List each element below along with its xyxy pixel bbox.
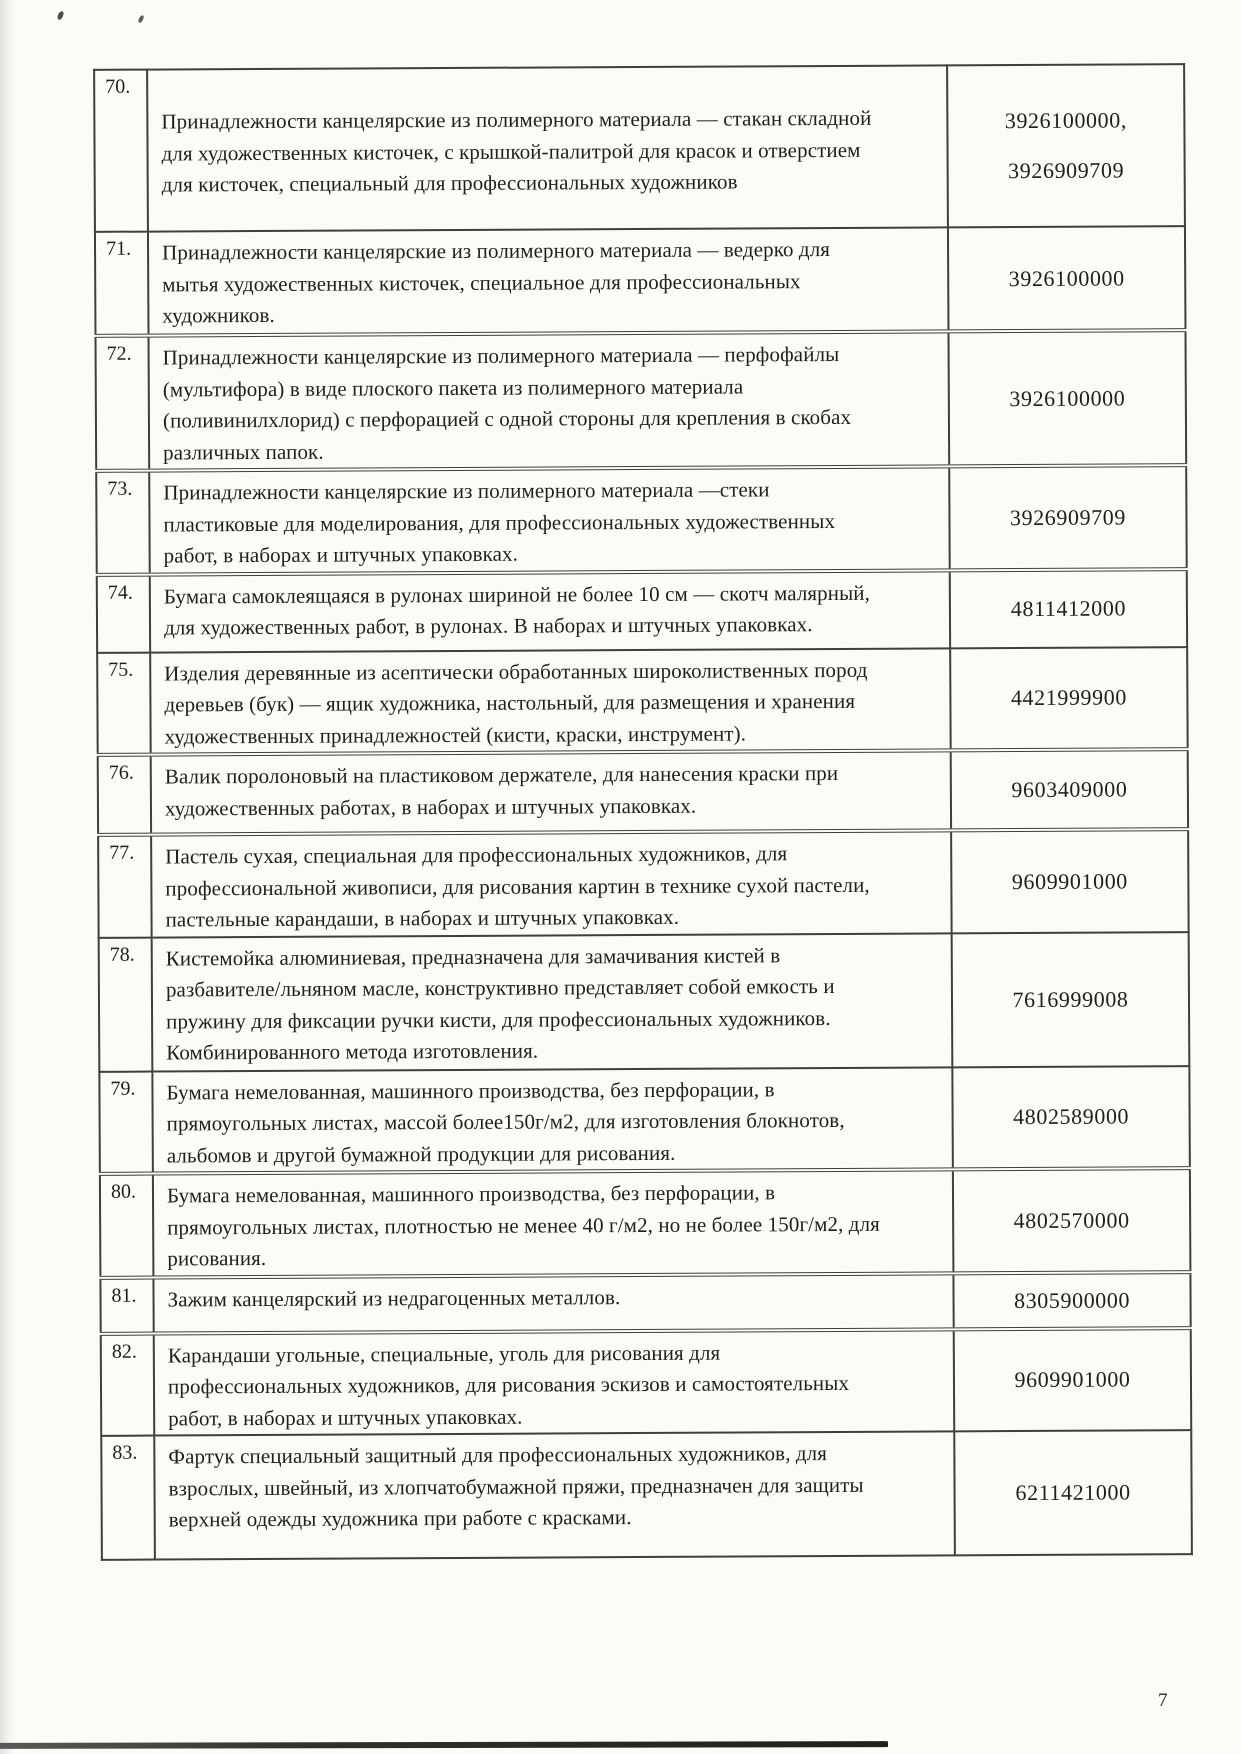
table-row bbox=[97, 569, 1187, 653]
hs-code: 9603409000 bbox=[951, 749, 1188, 830]
row-number: 74. bbox=[97, 574, 150, 652]
row-number: 76. bbox=[98, 755, 151, 835]
hs-code: 3926100000 bbox=[948, 226, 1186, 331]
hs-code: 4811412000 bbox=[950, 569, 1187, 648]
table-row bbox=[94, 64, 1185, 232]
bottom-scan-artifact-line bbox=[0, 1741, 888, 1749]
table-row bbox=[98, 829, 1189, 937]
row-number: 71. bbox=[95, 232, 149, 336]
table-row bbox=[100, 1272, 1190, 1334]
hs-code: 4802589000 bbox=[952, 1066, 1190, 1170]
item-description: Пастель сухая, специальная для профессиональных художников, для профессиональной живописи, для рисования картин в технике сухой пастели, пастельные карандаши, в наборах и штучных упаковках. bbox=[151, 830, 952, 937]
hs-code: 3926100000, 3926909709 bbox=[947, 64, 1185, 227]
hs-code: 6211421000 bbox=[954, 1430, 1192, 1555]
hs-code: 4802570000 bbox=[953, 1168, 1191, 1273]
table-row bbox=[98, 749, 1188, 835]
table-row bbox=[101, 1328, 1192, 1436]
hs-code: 9609901000 bbox=[951, 829, 1189, 933]
scan-speck bbox=[57, 10, 65, 20]
hs-code: 8305900000 bbox=[953, 1272, 1190, 1329]
items-table bbox=[93, 63, 1193, 1561]
table-row bbox=[99, 1066, 1190, 1174]
hs-code: 3926909709 bbox=[949, 465, 1187, 570]
item-description: Бумага самоклеящаяся в рулонах шириной не более 10 см — скотч малярный, для художественных работ, в рулонах. В наборах и штучных упаковках. bbox=[150, 570, 950, 652]
hs-code: 3926100000 bbox=[948, 330, 1186, 466]
item-description: Принадлежности канцелярские из полимерного материала —стеки пластиковые для моделирования, для профессиональных художественных работ, в наборах и штучных упаковках. bbox=[149, 466, 950, 574]
row-number: 78. bbox=[99, 937, 153, 1071]
row-number: 81. bbox=[100, 1277, 153, 1333]
hs-code: 9609901000 bbox=[954, 1328, 1192, 1432]
row-number: 82. bbox=[101, 1333, 155, 1436]
scan-speck bbox=[137, 15, 144, 24]
scan-edge-shadow bbox=[0, 0, 16, 1754]
table-row bbox=[95, 330, 1186, 471]
items-table-container bbox=[93, 63, 1191, 1561]
table-row bbox=[101, 1430, 1192, 1560]
page-number: 7 bbox=[1158, 1690, 1168, 1711]
item-description: Принадлежности канцелярские из полимерного материала — стакан складной для художественных кисточек, с крышкой-палитрой для красок и отверстием для кисточек, специальный для профессиональных художников bbox=[147, 65, 948, 231]
table-row bbox=[96, 465, 1187, 574]
item-description: Фартук специальный защитный для профессиональных художников, для взрослых, швейный, из хлопчатобумажной пряжи, предназначен для защиты верхней одежды художника при работе с красками. bbox=[154, 1431, 955, 1559]
row-number: 72. bbox=[95, 336, 149, 471]
item-description: Кистемойка алюминиевая, предназначена для замачивания кистей в разбавителе/льняном масле, конструктивно представляет собой емкость и пружину для фиксации ручки кисти, для профессиональных художников. Комбинированного метода изготовления. bbox=[152, 933, 953, 1071]
row-number: 75. bbox=[97, 652, 151, 755]
hs-code: 7616999008 bbox=[952, 932, 1190, 1067]
hs-code: 4421999900 bbox=[950, 647, 1188, 751]
table-row bbox=[97, 647, 1188, 755]
table-row bbox=[100, 1168, 1191, 1277]
item-description: Валик поролоновый на пластиковом держателе, для нанесения краски при художественных работах, в наборах и штучных упаковках. bbox=[151, 750, 951, 834]
row-number: 73. bbox=[96, 471, 150, 575]
item-description: Зажим канцелярский из недрагоценных металлов. bbox=[153, 1273, 953, 1333]
item-description: Карандаши угольные, специальные, уголь для рисования для профессиональных художников, для рисования эскизов и самостоятельных работ, в наборах и штучных упаковках. bbox=[154, 1329, 955, 1436]
item-description: Бумага немелованная, машинного производства, без перфорации, в прямоугольных листах, плотностью не менее 40 г/м2, но не более 150г/м2, для рисования. bbox=[153, 1169, 954, 1277]
table-row bbox=[99, 932, 1190, 1072]
row-number: 77. bbox=[98, 835, 152, 938]
item-description: Принадлежности канцелярские из полимерного материала — ведерко для мытья художественных кисточек, специальное для профессиональных художников. bbox=[148, 227, 949, 335]
row-number: 80. bbox=[100, 1174, 154, 1278]
item-description: Изделия деревянные из асептически обработанных широколиственных пород деревьев (бук) — ящик художника, настольный, для размещения и хранения художественных принадлежностей (кисти, краски, инструмент). bbox=[150, 648, 951, 755]
row-number: 83. bbox=[101, 1436, 155, 1560]
row-number: 79. bbox=[99, 1071, 153, 1174]
item-description: Бумага немелованная, машинного производства, без перфорации, в прямоугольных листах, массой более150г/м2, для изготовления блокнотов, альбомов и другой бумажной продукции для рисования. bbox=[152, 1067, 953, 1174]
table-row bbox=[95, 226, 1186, 336]
row-number: 70. bbox=[94, 70, 148, 232]
item-description: Принадлежности канцелярские из полимерного материала — перфофайлы (мультифора) в виде плоского пакета из полимерного материала (поливинилхлорид) с перфорацией с одной стороны для крепления в скобах различных папок. bbox=[148, 331, 949, 470]
